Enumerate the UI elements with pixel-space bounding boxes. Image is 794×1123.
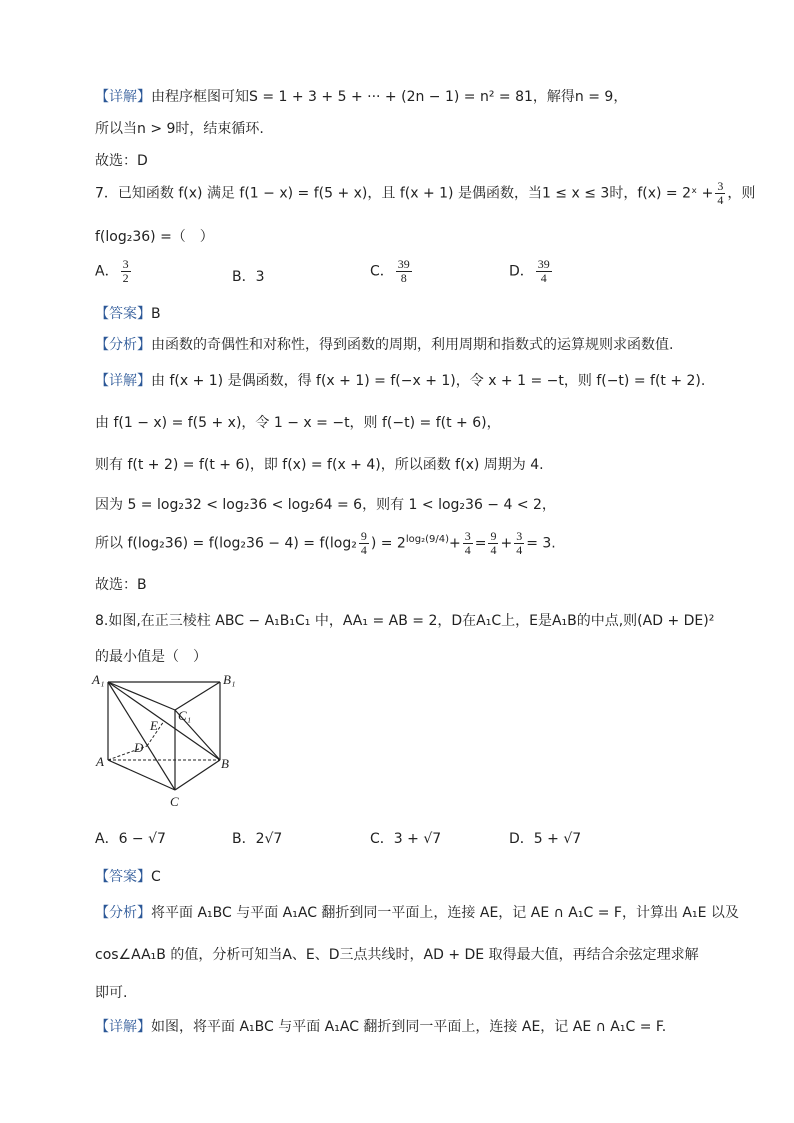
analysis-tag: 【分析】 xyxy=(95,905,151,921)
label-a1: A₁ xyxy=(92,672,105,687)
label-a: A xyxy=(96,754,104,769)
q8-stem-line2: 的最小值是（ ） xyxy=(95,649,207,665)
answer-tag: 【答案】 xyxy=(95,869,151,885)
q8-analysis-line3: 即可. xyxy=(95,985,128,1001)
label-c1: C₁ xyxy=(178,708,192,723)
q7-option-c: C． $\frac{39}{8}$ xyxy=(370,257,410,285)
q8-detail-line1: 【详解】如图，将平面 A₁BC 与平面 A₁AC 翻折到同一平面上，连接 AE，记 AE ∩ A₁C = F. xyxy=(95,1019,667,1035)
q7-choose: 故选：B xyxy=(95,577,147,593)
answer-tag: 【答案】 xyxy=(95,306,151,322)
q6-loop-end: 所以当n > 9时，结束循环. xyxy=(95,121,264,137)
q6-detail-text: 由程序框图可知S = 1 + 3 + 5 + ··· + (2n − 1) = n² = 81，解得n = 9， xyxy=(151,89,628,105)
q6-detail-line xyxy=(95,86,627,106)
detail-tag: 【详解】 xyxy=(95,1019,151,1035)
label-d: D xyxy=(134,740,144,755)
q7-answer-line xyxy=(95,303,161,323)
q8-answer: C xyxy=(151,869,161,885)
q7-detail-line5: 所以 f(log₂36) = f(log₂36 − 4) = f(log₂ $\frac{9}{4}$ ) = $2^{log_2(9/4)}+$ $\frac{3}{4}$ = $\frac{9}{4}$ + $\frac{3}{4}$ = 3. xyxy=(95,529,556,557)
q7-detail-line2: 由 f(1 − x) = f(5 + x)，令 1 − x = −t，则 f(−t) = f(t + 6)， xyxy=(95,415,501,431)
label-e: E xyxy=(150,718,158,733)
label-b1: B₁ xyxy=(223,672,236,687)
label-b: B xyxy=(221,756,229,771)
q8-answer-line xyxy=(95,866,161,886)
q7-answer: B xyxy=(151,306,161,322)
q8-option-b: B．2√7 xyxy=(232,831,283,847)
q7-option-d: D． $\frac{39}{4}$ xyxy=(509,257,550,285)
q8-option-d: D．5 + √7 xyxy=(509,831,582,847)
q7-analysis-line: 【分析】由函数的奇偶性和对称性，得到函数的周期，利用周期和指数式的运算规则求函数值. xyxy=(95,337,674,353)
q7-option-a: A． $\frac{3}{2}$ xyxy=(95,257,129,285)
q8-option-a: A．6 − √7 xyxy=(95,831,166,847)
q7-stem-line2: f(log₂36) =（ ） xyxy=(95,229,214,245)
q8-analysis-line1: 【分析】将平面 A₁BC 与平面 A₁AC 翻折到同一平面上，连接 AE，记 AE ∩ A₁C = F，计算出 A₁E 以及 xyxy=(95,905,739,921)
q8-stem-line1: 8.如图,在正三棱柱 ABC − A₁B₁C₁ 中，AA₁ = AB = 2，D在A₁C上，E是A₁B的中点,则(AD + DE)² xyxy=(95,613,715,629)
q7-detail-line4: 因为 5 = log₂32 < log₂36 < log₂64 = 6，则有 1 < log₂36 − 4 < 2， xyxy=(95,497,556,513)
q6-choose: 故选：D xyxy=(95,153,148,169)
q7-detail-line1: 【详解】由 f(x + 1) 是偶函数，得 f(x + 1) = f(−x + 1)，令 x + 1 = −t，则 f(−t) = f(t + 2). xyxy=(95,373,706,389)
q8-option-c: C．3 + √7 xyxy=(370,831,442,847)
detail-tag: 【详解】 xyxy=(95,89,151,105)
label-c: C xyxy=(170,794,179,809)
q8-analysis-line2: cos∠AA₁B 的值，分析可知当A、E、D三点共线时，AD + DE 取得最大值，再结合余弦定理求解 xyxy=(95,947,699,963)
q7-option-b: B．3 xyxy=(232,269,265,285)
analysis-tag: 【分析】 xyxy=(95,337,151,353)
q7-stem-fraction: $\frac{3}{4}$ xyxy=(717,179,724,207)
prism-figure xyxy=(90,668,250,816)
q7-stem-line1: 7．已知函数 f(x) 满足 f(1 − x) = f(5 + x)，且 f(x + 1) 是偶函数，当1 ≤ x ≤ 3时，f(x) = 2ˣ + $\frac{3}{4}$ ，则 xyxy=(95,179,756,207)
detail-tag: 【详解】 xyxy=(95,373,151,389)
q7-detail-line3: 则有 f(t + 2) = f(t + 6)，即 f(x) = f(x + 4)，所以函数 f(x) 周期为 4. xyxy=(95,457,544,473)
